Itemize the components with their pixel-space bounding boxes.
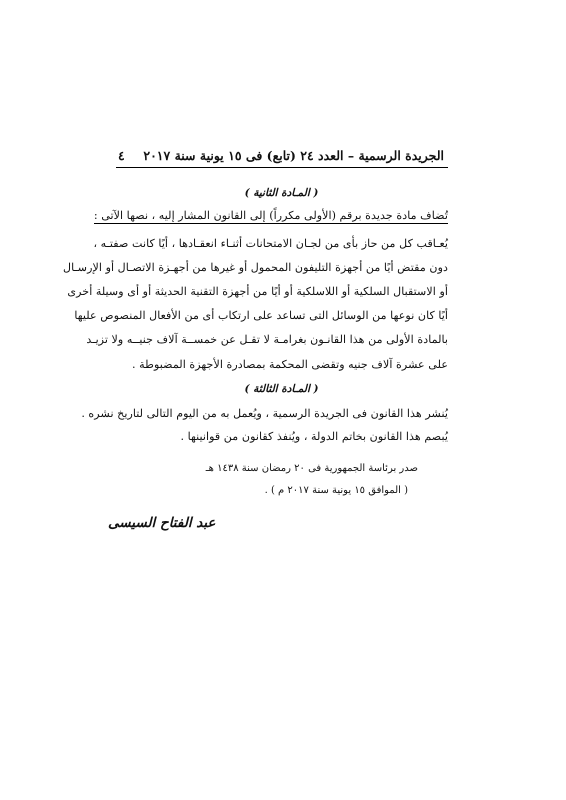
issued-line-1: صدر برئاسة الجمهورية فى ٢٠ رمضان سنة ١٤٣٨ هـ [205,463,418,474]
article-3-line-2: يُبصم هذا القانون بخاتم الدولة ، ويُنفذ كقانون من قوانينها . [180,430,448,443]
article-2-intro [93,208,448,224]
issued-line-2: ( الموافق ١٥ يونية سنة ٢٠١٧ م ) . [264,485,408,496]
article-2-intro-text: تُضاف مادة جديدة برقم (الأولى مكرراً) إلى القانون المشار إليه ، نصها الآتى : [93,209,448,222]
article-2-line-3: أو الاستقبال السلكية أو اللاسلكية أو أيًا من أجهزة التقنية الحديثة أو أى وسيلة أخرى [67,285,448,298]
page-header [118,148,444,163]
article-3-heading: ( المـادة الثالثة ) [244,383,319,395]
article-3-line-1: يُنشر هذا القانون فى الجريدة الرسمية ، ويُعمل به من اليوم التالى لتاريخ نشره . [81,407,448,420]
page-number: ٤ [118,148,125,163]
header-title: الجريدة الرسمية – العدد ٢٤ (تابع) فى ١٥ يونية سنة ٢٠١٧ [143,148,444,163]
article-2-heading: ( المـادة الثانية ) [244,187,319,199]
header-rule [116,167,448,168]
article-2-line-6: على عشرة آلاف جنيه وتقضى المحكمة بمصادرة الأجهزة المضبوطة . [131,358,448,371]
article-2-line-5: بالمادة الأولى من هذا القانـون بغرامـة لا تقـل عن خمســة آلاف جنيــه ولا تزيـد [86,333,448,346]
article-2-line-1: يُعـاقب كل من حاز بأى من لجـان الامتحانات أثنـاء انعقـادها ، أيًا كانت صفتـه ، [93,237,448,250]
article-2-line-2: دون مقتض أيًا من أجهزة التليفون المحمول أو غيرها من أجهـزة الاتصـال أو الإرسـال [62,261,448,274]
signature: عبد الفتاح السيسى [108,515,216,531]
article-2-line-4: أيًا كان نوعها من الوسائل التى تساعد على ارتكاب أى من الأفعال المنصوص عليها [74,309,448,322]
